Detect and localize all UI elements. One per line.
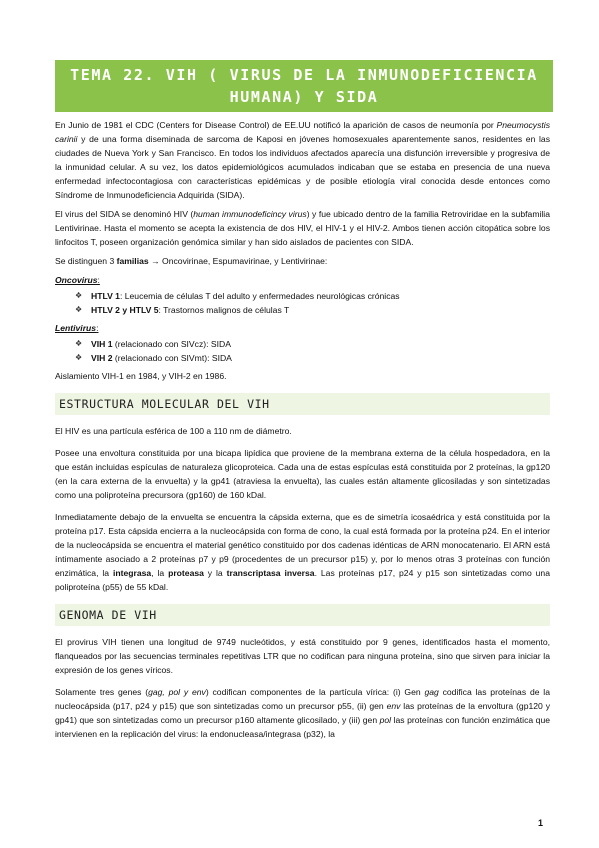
diamond-bullet-icon: ❖ [75, 353, 83, 362]
text-run: y la [203, 568, 227, 578]
page-number: 1 [538, 818, 544, 828]
section-title: ESTRUCTURA MOLECULAR DEL VIH [59, 397, 270, 411]
text-run: Se distinguen 3 [55, 256, 117, 266]
isolation-note: Aislamiento VIH-1 en 1984, y VIH-2 en 1986. [55, 371, 227, 381]
oncovirus-list [55, 289, 550, 317]
enzyme-name: integrasa [112, 568, 152, 578]
intro-paragraph-2 [55, 207, 550, 249]
text-run: El virus del SIDA se denominó HIV ( [55, 209, 194, 219]
estructura-paragraph-3 [55, 510, 550, 594]
diamond-bullet-icon: ❖ [75, 305, 83, 314]
list-item [55, 303, 550, 317]
title-banner [55, 60, 553, 112]
lentivirus-list [55, 337, 550, 365]
text-run: → Oncovirinae, Espumavirinae, y Lentivirinae: [148, 256, 328, 266]
document-body [55, 118, 550, 746]
estructura-paragraph-1: El HIV es una partícula esférica de 100 a 110 nm de diámetro. [55, 426, 292, 436]
genoma-paragraph-2 [55, 685, 550, 741]
list-item [55, 289, 550, 303]
text-run: las proteínas con función enzimática que intervienen en la replicación del virus: la endonucleasa/integrasa (p32), la [55, 715, 550, 739]
gene-name: gag [424, 687, 439, 697]
section-header-genoma [55, 604, 550, 626]
text-run: Inmediatamente debajo de la envuelta se encuentra la cápsida externa, que es de simetría icosaédrica y está constituida por la proteína p17. Esta cápsida encierra a la nucleocápsida con forma de cono, la cual está formada por la proteína p24. En el interior de la nucleocápsida se encuentra el material genético constituido por dos cadenas idénticas de ARN monocatenario. El ARN está íntimamente asociado a 2 proteínas p7 y p9 (procedentes de un precursor p15) y, por lo menos otras 3 proteínas con función enzimática, la [55, 512, 550, 578]
list-item [55, 337, 550, 351]
section-header-estructura [55, 393, 550, 415]
families-word: familias [116, 256, 149, 266]
genoma-paragraph-1: El provirus VIH tienen una longitud de 9749 nucleótidos, y está constituido por 9 genes, identificados hasta el momento, flanqueados por las secuencias terminales repetitivas LTR que no codifican para ninguna proteína, sino que sirven para iniciar la expresión de los genes víricos. [55, 637, 550, 675]
estructura-paragraph-2: Posee una envoltura constituida por una bicapa lipídica que proviene de la membrana externa de la célula hospedadora, en la que están incluidas espículas de naturaleza glicoproteica. Cada una de estas espículas está constituida por 2 proteínas, la gp120 (en la cara externa de la envuelta) y la gp41 (atraviesa la envuelta), las cuales están altamente glicosiladas y son sintetizadas como una poliproteína precursora (gp160) de 160 kDal. [55, 448, 550, 500]
text-run: y de una forma diseminada de sarcoma de Kaposi en jóvenes homosexuales aparentemente sanos, residentes en las ciudades de Nueva York y San Francisco. En todos los individuos afectados aparecía una disfunción irreversible y progresiva de la inmunidad celular. A su vez, los datos epidemiológicos acumulados indicaban que se estaba en presencia de una nueva enfermedad infectocontagiosa con características epidémicas y de posible etiología viral conocida desde entonces como Síndrome de Inmunodeficiencia Adquirida (SIDA). [55, 134, 550, 200]
item-text: (relacionado con SIVcz): SIDA [112, 339, 231, 349]
item-text: (relacionado con SIVmt): SIDA [112, 353, 232, 363]
list-item [55, 351, 550, 365]
diamond-bullet-icon: ❖ [75, 291, 83, 300]
gene-names: gag, pol y env [148, 687, 206, 697]
enzyme-name: transcriptasa inversa [226, 568, 315, 578]
item-name: VIH 1 [91, 339, 113, 349]
oncovirus-heading-text: Oncovirus [55, 275, 98, 285]
lentivirus-heading-text: Lentivirus [55, 323, 97, 333]
page-title: TEMA 22. VIH ( VIRUS DE LA INMUNODEFICIENCIA HUMANA) Y SIDA [70, 66, 538, 106]
text-run: ) codifican componentes de la partícula vírica: (i) Gen [205, 687, 425, 697]
text-run: las proteínas de la envoltura (gp120 y gp41) que son sintetizadas como un precursor p160 altamente glicosilado, y (iii) gen [55, 701, 550, 725]
item-text: : Leucemia de células T del adulto y enfermedades neurológicas crónicas [119, 291, 400, 301]
species-name: Pneumocystis carinii [55, 120, 550, 144]
text-run: . Las proteínas p17, p24 y p15 son sintetizadas como una poliproteína (p55) de 55 kDal. [55, 568, 550, 592]
text-run: ) y fue ubicado dentro de la familia Retroviridae en la subfamilia Lentivirinae. Hasta el momento se acepta la existencia de dos HIV, el HIV-1 y el HIV-2. Ambos tienen acción citopática sobre los linfocitos T, poseen organización genómica similar y han sido aislados de pacientes con SIDA. [55, 209, 550, 247]
intro-paragraph-1 [55, 118, 550, 202]
families-line [55, 254, 550, 268]
enzyme-name: proteasa [168, 568, 204, 578]
section-title: GENOMA DE VIH [59, 608, 157, 622]
diamond-bullet-icon: ❖ [75, 339, 83, 348]
oncovirus-heading [55, 273, 550, 287]
item-text: : Trastornos malignos de células T [158, 305, 290, 315]
item-name: HTLV 2 y HTLV 5 [91, 305, 159, 315]
item-name: HTLV 1 [91, 291, 120, 301]
gene-name: pol [379, 715, 392, 725]
item-name: VIH 2 [91, 353, 113, 363]
virus-english-name: human immunodeficincy virus [193, 209, 307, 219]
text-run: En Junio de 1981 el CDC (Centers for Disease Control) de EE.UU notificó la aparición de casos de neumonía por [55, 120, 497, 130]
gene-name: env [386, 701, 401, 711]
text-run: , la [151, 568, 169, 578]
heading-colon: : [97, 275, 100, 285]
text-run: codifica las proteínas de la nucleocápsida (p17, p24 y p15) que son sintetizadas como un precursor p55, (ii) gen [55, 687, 550, 711]
lentivirus-heading [55, 321, 550, 335]
text-run: Solamente tres genes ( [55, 687, 149, 697]
heading-colon: : [96, 323, 99, 333]
